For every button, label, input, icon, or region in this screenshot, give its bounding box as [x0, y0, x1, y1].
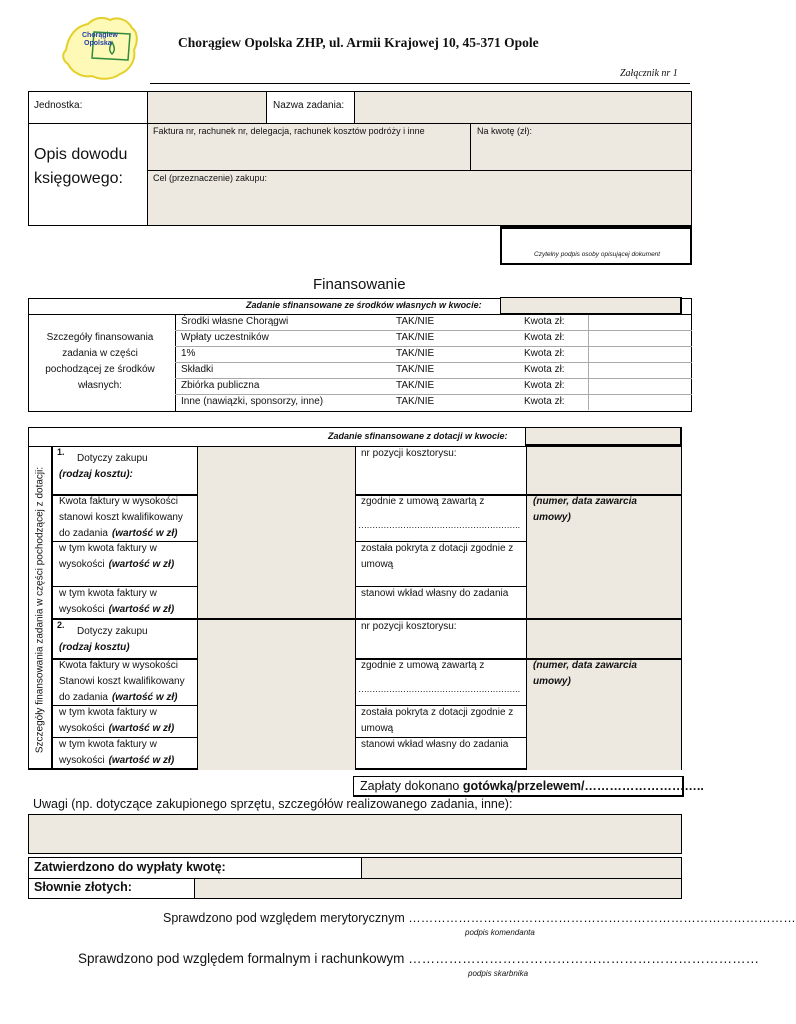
own-funds-header: Zadanie sfinansowane ze środków własnych w kwocie:: [246, 300, 482, 310]
own-choice-0: TAK/NIE: [396, 316, 435, 327]
grant-own-contrib-2: stanowi wkład własny do zadania: [361, 739, 509, 750]
grant-note-1-2: (numer, data zawarcia: [533, 660, 637, 671]
grant-agreement-2: zgodnie z umową zawartą z: [361, 660, 485, 671]
value-hint: (wartość w zł): [111, 528, 178, 539]
unit-input[interactable]: [148, 92, 266, 123]
own-choice-3: TAK/NIE: [396, 364, 435, 375]
grant-note-2-1: umowy): [533, 512, 571, 523]
grant-position-label-1: nr pozycji kosztorysu:: [361, 448, 457, 459]
payment-method[interactable]: gotówką/przelewem/………………………..: [462, 779, 704, 793]
grant-num-1: 1.: [57, 447, 65, 457]
value-hint: (wartość w zł): [108, 604, 175, 615]
own-amount-input-5[interactable]: [589, 395, 691, 410]
invoice-label: Faktura nr, rachunek nr, delegacja, rachunek kosztów podróży i inne: [153, 126, 425, 136]
value-hint: (wartość w zł): [108, 723, 175, 734]
opis-heading-1: Opis dowodu: [34, 146, 128, 163]
task-label: Nazwa zadania:: [273, 100, 345, 111]
own-amount-label-5: Kwota zł:: [524, 396, 565, 407]
amount-label: Na kwotę (zł):: [477, 126, 533, 136]
own-funds-amount-input[interactable]: [500, 297, 682, 315]
own-source-3: Składki: [181, 364, 214, 375]
own-details-label: Szczegóły finansowania zadania w części pochodzącej ze środków własnych:: [45, 332, 155, 391]
grant-dots-2: ………………………………………………….: [358, 684, 520, 694]
own-choice-1: TAK/NIE: [396, 332, 435, 343]
grant-covered-b-2: [59, 723, 174, 734]
logo: [60, 14, 140, 82]
grant-purchase-1: Dotyczy zakupu: [77, 453, 148, 464]
form-divider: [28, 123, 692, 124]
grant-invoice-a-1: Kwota faktury w wysokości: [59, 496, 178, 507]
grant-note-2-2: umowy): [533, 676, 571, 687]
signature-box[interactable]: [500, 226, 692, 265]
logo-text-2: Opolska: [84, 40, 112, 47]
grant-position-input-1[interactable]: [527, 447, 681, 494]
own-source-1: Wpłaty uczestników: [181, 332, 269, 343]
grant-kind-1: (rodzaj kosztu):: [59, 469, 133, 480]
remarks-label: Uwagi (np. dotyczące zakupionego sprzętu, szczegółów realizowanego zadania, inne):: [33, 797, 513, 811]
own-amount-input-1[interactable]: [589, 331, 691, 346]
grant-covered-a-2: w tym kwota faktury w: [59, 707, 157, 718]
value-hint: (wartość w zł): [108, 755, 175, 766]
grant-kind-2: (rodzaj kosztu): [59, 642, 130, 653]
payment-text: [360, 779, 704, 793]
own-source-5: Inne (nawiązki, sponsorzy, inne): [181, 396, 324, 407]
own-choice-4: TAK/NIE: [396, 380, 435, 391]
own-amount-input-2[interactable]: [589, 347, 691, 362]
grant-coverage-2-2: umową: [361, 723, 394, 734]
grant-covered-b-1: [59, 559, 174, 570]
grant-agreement-1: zgodnie z umową zawartą z: [361, 496, 485, 507]
merit-check: Sprawdzono pod względem merytorycznym …………………………………………………………………………………: [163, 911, 796, 925]
logo-text-1: Chorągiew: [82, 32, 118, 39]
page-title: Chorągiew Opolska ZHP, ul. Armii Krajowej 10, 45-371 Opole: [178, 35, 539, 50]
words-input[interactable]: [194, 879, 681, 898]
grant-num-2: 2.: [57, 620, 65, 630]
grant-amount-column-2[interactable]: [198, 620, 355, 770]
task-input[interactable]: [355, 92, 691, 123]
value-hint: (wartość w zł): [111, 692, 178, 703]
value-hint: (wartość w zł): [108, 559, 175, 570]
approved-label: Zatwierdzono do wypłaty kwotę:: [34, 860, 226, 874]
grant-amount-column-1[interactable]: [198, 447, 355, 619]
header-rule: [150, 83, 690, 84]
banner-logo-icon: [60, 14, 140, 82]
grant-position-input-2[interactable]: [527, 620, 681, 658]
covered-b-text: wysokości: [59, 723, 105, 734]
approved-amount-input[interactable]: [361, 858, 681, 878]
grant-invoice-c-1: [59, 528, 178, 539]
own-amount-input-0[interactable]: [589, 315, 691, 330]
signature-caption: Czytelny podpis osoby opisującej dokument: [534, 251, 661, 258]
payment-prefix: Zapłaty dokonano: [360, 779, 463, 793]
formal-check: Sprawdzono pod względem formalnym i rachunkowym ……………………………………………………………………: [78, 951, 760, 966]
grant-invoice-a-2: Kwota faktury w wysokości: [59, 660, 178, 671]
own-amount-input-3[interactable]: [589, 363, 691, 378]
grant-invoice-b-2: Stanowi koszt kwalifikowany: [59, 676, 185, 687]
attachment-label: Załącznik nr 1: [620, 68, 678, 79]
own-choice-5: TAK/NIE: [396, 396, 435, 407]
formal-signature: podpis skarbnika: [468, 969, 529, 978]
grant-vertical-label: Szczegóły finansowania zadania w części pochodzącej z dotacji:: [34, 466, 46, 754]
grant-dots-1: ………………………………………………….: [358, 520, 520, 530]
grant-position-label-2: nr pozycji kosztorysu:: [361, 621, 457, 632]
own-source-2: 1%: [181, 348, 196, 359]
grant-invoice-b-1: stanowi koszt kwalifikowany: [59, 512, 183, 523]
invoice-c-text: do zadania: [59, 692, 108, 703]
grant-own-a-1: w tym kwota faktury w: [59, 588, 157, 599]
grant-amount-input[interactable]: [525, 427, 682, 446]
grant-own-b-2: [59, 755, 174, 766]
grant-header: Zadanie sfinansowane z dotacji w kwocie:: [328, 431, 508, 441]
grant-coverage-1-1: została pokryta z dotacji zgodnie z: [361, 543, 514, 554]
own-b-text: wysokości: [59, 755, 105, 766]
own-amount-label-3: Kwota zł:: [524, 364, 565, 375]
own-b-text: wysokości: [59, 604, 105, 615]
invoice-c-text: do zadania: [59, 528, 108, 539]
remarks-input[interactable]: [28, 814, 682, 854]
grant-covered-a-1: w tym kwota faktury w: [59, 543, 157, 554]
own-source-4: Zbiórka publiczna: [181, 380, 260, 391]
own-amount-label-1: Kwota zł:: [524, 332, 565, 343]
merit-signature: podpis komendanta: [465, 928, 535, 937]
own-amount-label-4: Kwota zł:: [524, 380, 565, 391]
grant-note-1-1: (numer, data zawarcia: [533, 496, 637, 507]
grant-invoice-c-2: [59, 692, 178, 703]
covered-b-text: wysokości: [59, 559, 105, 570]
grant-own-b-1: [59, 604, 174, 615]
financing-title: Finansowanie: [313, 276, 406, 293]
own-amount-label-2: Kwota zł:: [524, 348, 565, 359]
grant-own-a-2: w tym kwota faktury w: [59, 739, 157, 750]
purpose-label: Cel (przeznaczenie) zakupu:: [153, 173, 268, 183]
grant-purchase-2: Dotyczy zakupu: [77, 626, 148, 637]
unit-label: Jednostka:: [34, 100, 83, 111]
own-amount-label-0: Kwota zł:: [524, 316, 565, 327]
own-amount-input-4[interactable]: [589, 379, 691, 394]
grant-coverage-2-1: umową: [361, 559, 394, 570]
grant-own-contrib-1: stanowi wkład własny do zadania: [361, 588, 509, 599]
words-label: Słownie złotych:: [34, 880, 132, 894]
own-source-0: Środki własne Chorągwi: [181, 316, 289, 327]
grant-coverage-1-2: została pokryta z dotacji zgodnie z: [361, 707, 514, 718]
opis-heading-2: księgowego:: [34, 170, 123, 187]
own-choice-2: TAK/NIE: [396, 348, 435, 359]
